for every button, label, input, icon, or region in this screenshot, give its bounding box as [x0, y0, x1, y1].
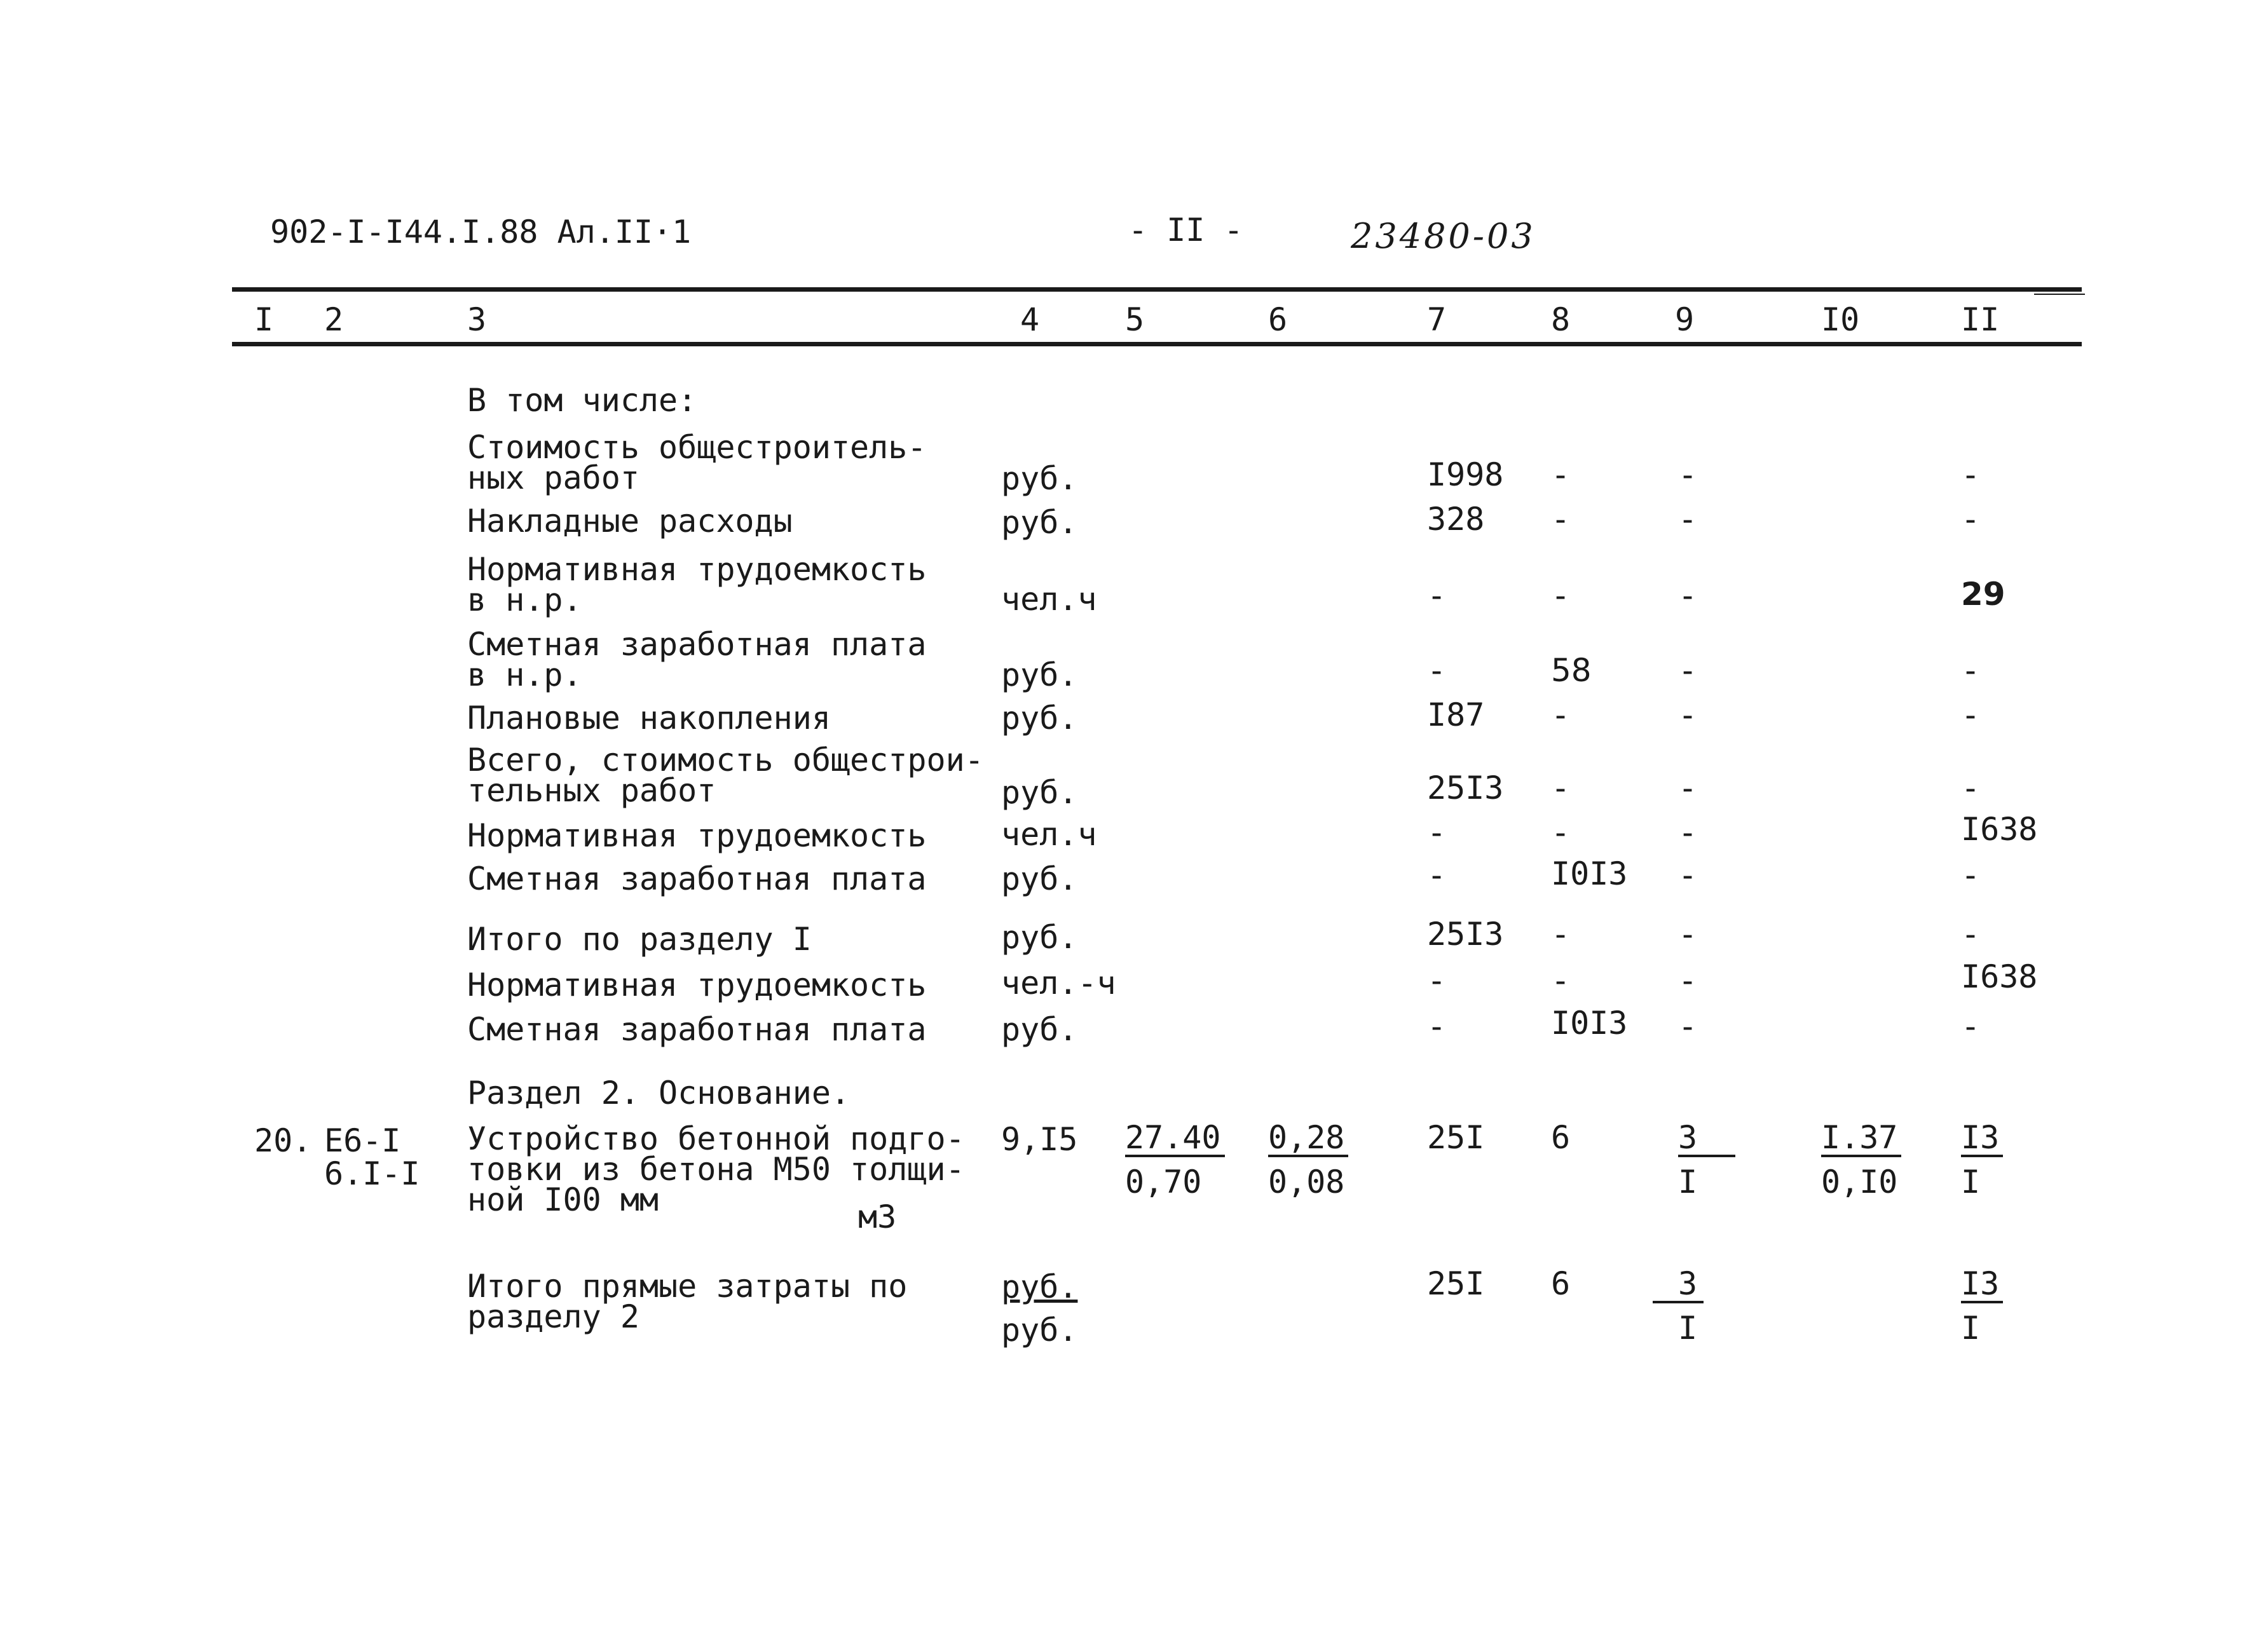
cell-col9: -: [1678, 962, 1698, 999]
row-label: Плановые накопления: [467, 700, 831, 737]
row-label: Всего, стоимость общестрои- тельных работ: [467, 742, 984, 809]
fraction-denominator: I: [1678, 1164, 1698, 1200]
fraction-denominator: I: [1961, 1164, 1981, 1200]
cell-col7: 328: [1427, 501, 1485, 538]
row-label: Итого прямые затраты по разделу 2: [467, 1268, 908, 1335]
row-label: Стоимость общестроитель- ных работ: [467, 429, 927, 496]
fraction-numerator: 3: [1678, 1122, 1735, 1157]
cell-col7: 25I3: [1427, 770, 1504, 806]
fraction-denominator: I: [1678, 1310, 1698, 1347]
unit-cell: руб.: [1001, 1312, 1078, 1348]
cell-col9: -: [1678, 501, 1698, 538]
cell-col8: 6: [1551, 1265, 1571, 1302]
rate-code: Е6-I: [324, 1122, 401, 1159]
col-header-1: I: [254, 301, 274, 338]
cell-col11: -: [1961, 1008, 1981, 1045]
cell-col7: -: [1427, 577, 1447, 614]
cell-col8: -: [1551, 962, 1571, 999]
row-label: Сметная заработная плата в н.р.: [467, 626, 927, 693]
unit-cell: чел.-ч: [1001, 965, 1116, 1002]
fraction-numerator: 3: [1653, 1268, 1704, 1303]
unit-cell: чел.ч: [1001, 581, 1097, 618]
page-number: - II -: [1128, 212, 1243, 248]
row-label: Нормативная трудоемкость в н.р.: [467, 551, 927, 618]
cell-col4: 9,I5: [1001, 1121, 1078, 1158]
fraction-numerator: 0,28: [1268, 1122, 1348, 1157]
archive-number: 23480-03: [1351, 216, 1536, 256]
col-header-2: 2: [324, 301, 344, 338]
cell-col7: -: [1427, 652, 1447, 689]
row-label: Накладные расходы: [467, 503, 793, 540]
row-label: Итого по разделу I: [467, 921, 812, 958]
cell-col8: -: [1551, 770, 1571, 806]
cell-col7: 25I3: [1427, 916, 1504, 953]
col-header-9: 9: [1675, 301, 1695, 338]
unit-cell: руб.: [1001, 774, 1078, 811]
cell-col11: I638: [1961, 958, 2038, 995]
cell-col10: [1821, 1119, 1901, 1200]
rate-code-sub: 6.I-I: [324, 1155, 420, 1192]
col-header-6: 6: [1268, 301, 1288, 338]
cell-col8: -: [1551, 916, 1571, 953]
col-header-4: 4: [1020, 301, 1040, 338]
fraction-denominator: 0,70: [1125, 1164, 1202, 1200]
row-label: Нормативная трудоемкость: [467, 817, 927, 854]
col-header-3: 3: [467, 301, 487, 338]
cell-col11: -: [1961, 770, 1981, 806]
fraction-numerator: I3: [1961, 1122, 2003, 1157]
row-number: 20.: [254, 1122, 312, 1159]
cell-col8: -: [1551, 814, 1571, 851]
row-label: Сметная заработная плата: [467, 1011, 927, 1048]
cell-col9: -: [1678, 652, 1698, 689]
col-header-10: I0: [1821, 301, 1860, 338]
cell-col8: -: [1551, 456, 1571, 493]
cell-col8: 58: [1551, 652, 1592, 689]
section-heading: Раздел 2. Основание.: [467, 1075, 850, 1111]
unit-cell: руб.: [1001, 656, 1078, 693]
table-header-rule: [232, 342, 2082, 346]
cell-col11: -: [1961, 456, 1981, 493]
unit-cell: чел.ч: [1001, 816, 1097, 853]
unit-cell: руб.: [1001, 504, 1078, 541]
row-label: Сметная заработная плата: [467, 860, 927, 897]
cell-col7: I87: [1427, 696, 1485, 733]
cell-col9: -: [1678, 770, 1698, 806]
cell-col7: 25I: [1427, 1119, 1485, 1156]
unit-cell: руб.: [1001, 460, 1078, 497]
unit-cell: м3: [858, 1199, 897, 1235]
unit-cell: руб.: [1001, 860, 1078, 897]
cell-col8: I0I3: [1551, 855, 1628, 892]
cell-col6: [1268, 1119, 1348, 1200]
cell-col11: 29: [1961, 576, 2005, 613]
fraction-denominator: I: [1961, 1310, 1981, 1347]
cell-col9: -: [1678, 456, 1698, 493]
cell-col9: [1678, 1119, 1735, 1200]
cell-col11: -: [1961, 916, 1981, 953]
cell-col7: -: [1427, 962, 1447, 999]
cell-col8: I0I3: [1551, 1005, 1628, 1042]
row-label: Устройство бетонной подго- товки из бетона М50 толщи- ной I00 мм: [467, 1120, 965, 1218]
fraction-numerator: I3: [1961, 1268, 2003, 1303]
cell-col9: -: [1678, 696, 1698, 733]
fraction-numerator: 27.40: [1125, 1122, 1225, 1157]
cell-col9: -: [1678, 814, 1698, 851]
cell-col9: -: [1678, 1008, 1698, 1045]
cell-col11: -: [1961, 652, 1981, 689]
fraction-denominator: 0,08: [1268, 1164, 1345, 1200]
cell-col9: -: [1678, 577, 1698, 614]
cell-col8: -: [1551, 501, 1571, 538]
unit-cell: руб.: [1001, 700, 1078, 737]
cell-col11: -: [1961, 501, 1981, 538]
row-label: Нормативная трудоемкость: [467, 967, 927, 1003]
cell-col7: 25I: [1427, 1265, 1485, 1302]
col-header-8: 8: [1551, 301, 1571, 338]
cell-col8: -: [1551, 577, 1571, 614]
cell-col7: -: [1427, 857, 1447, 893]
cell-col7: -: [1427, 1008, 1447, 1045]
cell-col9: -: [1678, 857, 1698, 893]
fraction-denominator: 0,I0: [1821, 1164, 1898, 1200]
cell-col7: I998: [1427, 456, 1504, 493]
cell-col11: [1961, 1265, 2003, 1347]
table-top-rule-tail: [2034, 294, 2085, 295]
unit-cell: руб.: [1001, 1011, 1078, 1048]
cell-col11: [1961, 1119, 2003, 1200]
fraction-numerator: I.37: [1821, 1122, 1901, 1157]
table-top-rule: [232, 287, 2082, 292]
cell-col5: [1125, 1119, 1225, 1200]
unit-cell: руб.: [1001, 1268, 1078, 1305]
cell-col9: -: [1678, 916, 1698, 953]
cell-col11: I638: [1961, 811, 2038, 848]
document-code: 902-I-I44.I.88 Ал.II·1: [270, 214, 692, 250]
cell-col8: -: [1551, 696, 1571, 733]
cell-col9: [1653, 1265, 1704, 1347]
col-header-5: 5: [1125, 301, 1145, 338]
cell-col11: -: [1961, 857, 1981, 893]
col-header-11: II: [1961, 301, 2000, 338]
cell-col7: -: [1427, 814, 1447, 851]
cell-col11: -: [1961, 696, 1981, 733]
col-header-7: 7: [1427, 301, 1447, 338]
unit-cell: руб.: [1001, 919, 1078, 956]
row-label: В том числе:: [467, 382, 697, 419]
cell-col8: 6: [1551, 1119, 1571, 1156]
